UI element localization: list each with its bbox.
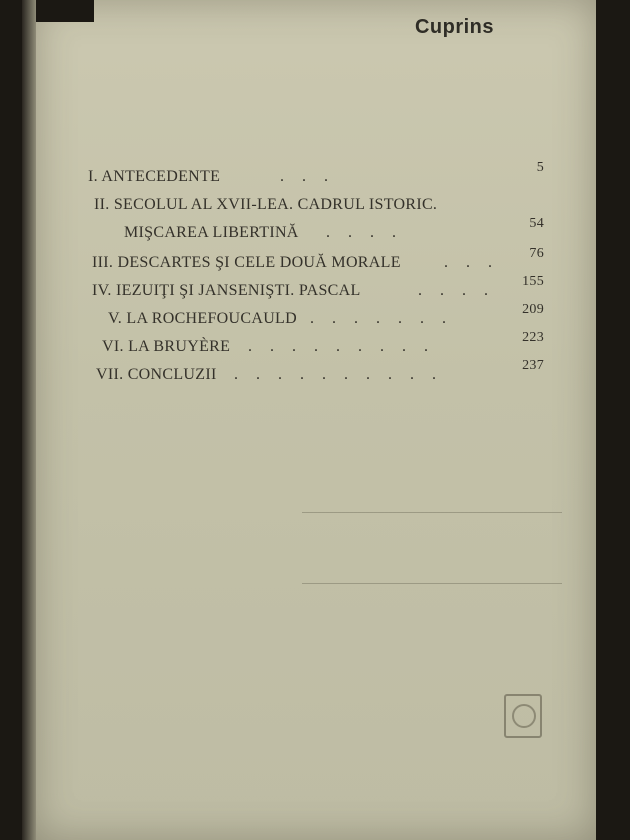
toc-entry (88, 160, 544, 188)
toc-entry-page: 54 (529, 216, 544, 231)
toc-entry-label: III. DESCARTES ŞI CELE DOUĂ MORALE (92, 254, 401, 271)
toc-entry (88, 188, 544, 216)
page-edge (22, 0, 36, 840)
page-title: Cuprins (414, 16, 494, 38)
toc-entry-page: 76 (529, 246, 544, 261)
toc-entry-page: 237 (522, 358, 544, 373)
toc-entry (88, 330, 544, 358)
imprint-divider (302, 512, 562, 513)
toc-entry-dots: . . . . . . . . . . (234, 366, 443, 383)
toc-entry-label: VI. LA BRUYÈRE (102, 338, 231, 355)
toc-entry (88, 358, 544, 386)
toc-entry-page: 223 (522, 330, 544, 345)
page-corner (34, 0, 94, 22)
library-stamp-icon (504, 694, 542, 738)
toc-entry (88, 302, 544, 330)
imprint-block (302, 502, 562, 594)
toc-entry-label: II. SECOLUL AL XVII-LEA. CADRUL ISTORIC. (94, 196, 438, 213)
toc-entry-dots: . . . . (418, 282, 495, 299)
toc-entry-label: V. LA ROCHEFOUCAULD (108, 310, 297, 327)
toc-entry-dots: . . . . . . . . . (248, 338, 435, 355)
toc-entry (88, 216, 544, 246)
toc-entry-page: 5 (536, 160, 544, 175)
table-of-contents (88, 160, 544, 386)
toc-entry (88, 246, 544, 274)
toc-entry-dots: . . . . (326, 224, 403, 241)
toc-entry-label: I. ANTECEDENTE (88, 168, 221, 185)
toc-entry-label: VII. CONCLUZII (96, 366, 217, 383)
toc-entry-page: 209 (522, 302, 544, 317)
toc-entry-page: 155 (522, 274, 544, 289)
imprint-divider (302, 583, 562, 584)
toc-entry-dots: . . . (444, 254, 499, 271)
toc-entry-label: IV. IEZUIŢI ŞI JANSENIŞTI. PASCAL (92, 282, 361, 299)
toc-entry (88, 274, 544, 302)
toc-entry-label: MIŞCAREA LIBERTINĂ (124, 224, 299, 241)
toc-entry-dots: . . . . . . . (310, 310, 453, 327)
book-page (34, 0, 596, 840)
toc-entry-dots: . . . (280, 168, 335, 185)
